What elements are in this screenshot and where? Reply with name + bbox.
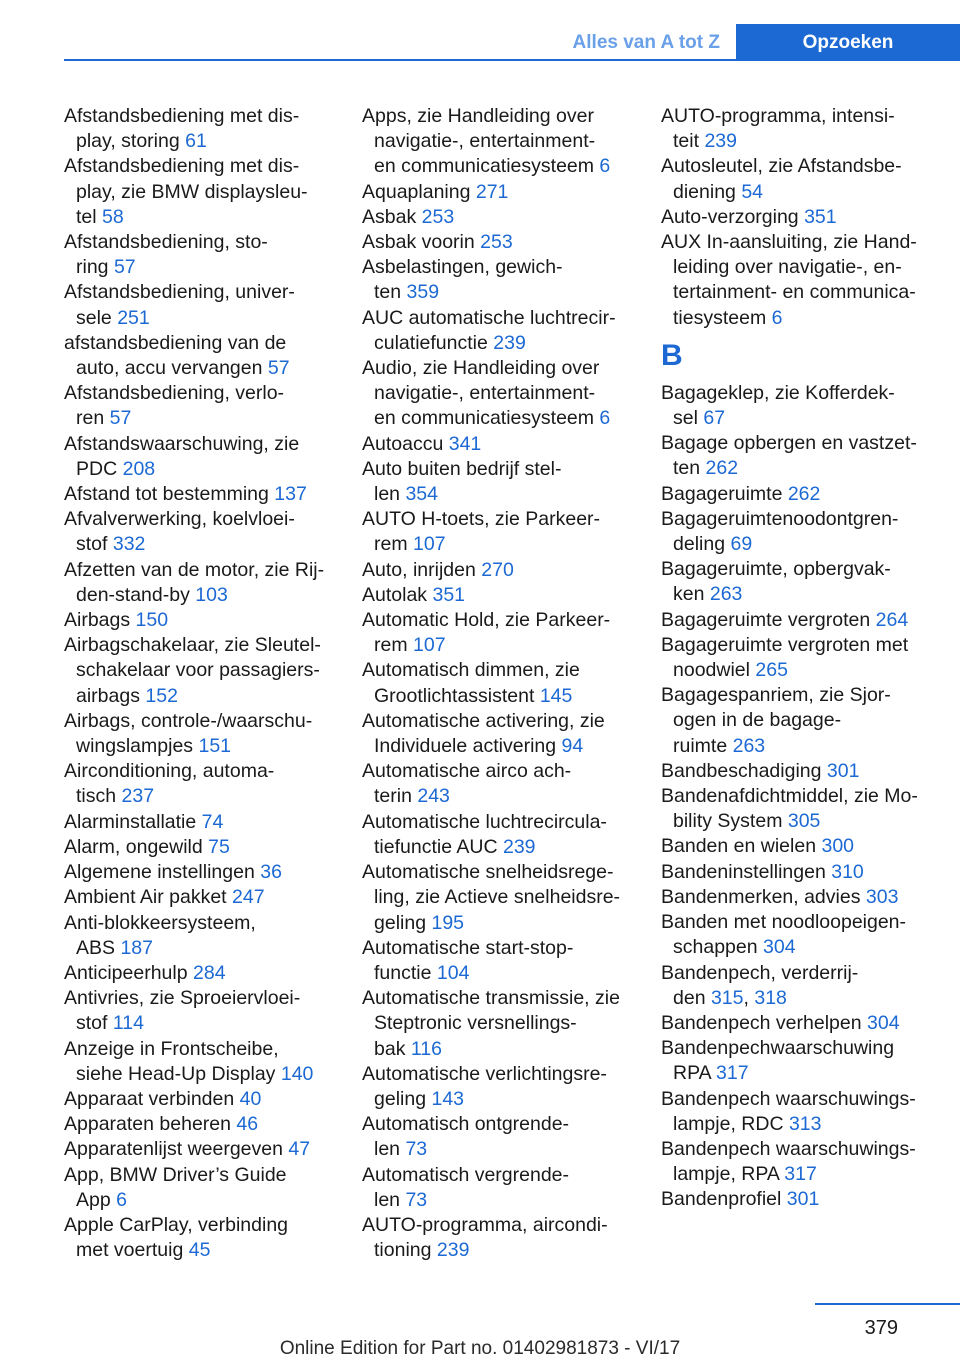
page-reference-link[interactable]: 303 (865, 885, 899, 908)
index-entry-text: Afstandsbediening met dis- (64, 105, 300, 127)
page-reference-link[interactable]: 6 (599, 155, 611, 178)
index-entry (64, 835, 334, 860)
index-entry (64, 154, 334, 230)
page-reference-link[interactable]: 152 (145, 684, 178, 707)
index-entry-text: Bagageklep, zie Kofferdek- (661, 381, 895, 404)
index-entry-text: tertainment- en communica- (673, 281, 916, 304)
index-entry-text: ABS (76, 936, 121, 959)
index-entry (661, 633, 931, 683)
page-reference-link[interactable]: 45 (188, 1239, 211, 1262)
index-entry (64, 911, 334, 961)
index-entry (362, 230, 632, 255)
index-entry-text: Apple CarPlay, verbinding (64, 1213, 289, 1236)
index-entry (362, 306, 632, 356)
index-entry (661, 834, 931, 859)
index-entry (64, 1087, 334, 1112)
page-reference-link[interactable]: 304 (763, 936, 796, 959)
index-entry (64, 1037, 334, 1087)
index-entry-text: Bandenpech waarschuwings- (661, 1087, 916, 1110)
index-entry (64, 709, 334, 759)
index-entry (661, 608, 931, 633)
page-reference-link[interactable]: 116 (410, 1037, 442, 1060)
index-entry (362, 1213, 632, 1263)
page-reference-link[interactable]: 6 (116, 1188, 127, 1211)
index-entry-text: Alarm, ongewild (64, 835, 209, 858)
page-reference-link[interactable]: 359 (406, 281, 440, 304)
index-entry-text: Autosleutel, zie Afstandsbe- (661, 155, 902, 178)
page-reference-link[interactable]: 301 (786, 1188, 820, 1211)
index-entry-text: Automatische luchtrecircula- (362, 810, 607, 833)
index-entry-text: Autolak (362, 583, 433, 606)
index-entry-text: siehe Head-Up Display (76, 1062, 281, 1085)
index-entry-text: ogen in de bagage- (673, 709, 842, 732)
page-reference-link[interactable]: 151 (198, 735, 232, 758)
page-reference-link[interactable]: 187 (120, 936, 153, 959)
index-entry-text: AUC automatische luchtrecir- (362, 306, 616, 329)
index-entry-text: Bagageruimte vergroten met (661, 633, 909, 656)
index-entry (362, 608, 632, 658)
page-reference-link[interactable]: 6 (599, 407, 611, 430)
index-entry-text: Bagagespanriem, zie Sjor- (661, 684, 891, 707)
index-entry-text: play, storing (76, 130, 186, 153)
index-entry-text: len (374, 483, 406, 506)
index-entry-text: tiesysteem (673, 306, 772, 329)
index-entry-text: Afstandswaarschuwing, zie (64, 432, 300, 455)
page-reference-link[interactable]: 69 (730, 533, 753, 556)
index-entry-text: App, BMW Driver’s Guide (64, 1163, 287, 1186)
page-reference-link[interactable]: 270 (481, 558, 514, 581)
page-reference-link[interactable]: 195 (431, 911, 465, 934)
index-entry-text: geling (374, 911, 432, 934)
index-entry-text: RPA (673, 1062, 716, 1085)
index-entry (362, 432, 632, 457)
index-entry-text: Asbak (362, 205, 422, 228)
page-reference-link[interactable]: 94 (561, 735, 584, 758)
index-entry-text: AUTO H-toets, zie Parkeer- (362, 508, 601, 531)
index-entry-text: stof (76, 1012, 113, 1035)
index-column-2 (362, 104, 632, 1263)
index-entry-text: AUTO-programma, aircondi- (362, 1213, 608, 1236)
index-entry (661, 784, 931, 834)
index-entry-text: Bagageruimte vergroten (661, 608, 876, 631)
index-entry (64, 432, 334, 482)
page-reference-link[interactable]: 150 (135, 609, 169, 632)
index-entry-text: den (673, 986, 711, 1009)
page-reference-link[interactable]: 247 (232, 886, 265, 909)
index-entry-text: len (374, 1188, 406, 1211)
index-entry-text: Ambient Air pakket (64, 886, 232, 909)
index-entry-text: ring (76, 256, 114, 279)
header-rule (64, 59, 960, 61)
index-entry-text: Grootlichtassistent (374, 684, 540, 707)
index-entry (64, 608, 334, 633)
index-entry-text: ken (673, 583, 710, 606)
index-entry (362, 1163, 632, 1213)
index-entry (661, 961, 931, 1011)
edition-note: Online Edition for Part no. 01402981873 - VI/17 (279, 1338, 681, 1359)
index-entry-text: stof (76, 533, 113, 556)
index-entry (661, 1087, 931, 1137)
index-entry-text: Afstand tot bestemming (64, 483, 275, 506)
index-entry (64, 104, 334, 154)
index-entry-text: Auto-verzorging (661, 205, 805, 228)
index-entry-text: Audio, zie Handleiding over (362, 357, 600, 380)
index-entry-text: sel (673, 407, 704, 430)
index-entry-text: airbags (76, 684, 146, 707)
index-entry (64, 810, 334, 835)
index-entry-text: Anti-blokkeersysteem, (64, 911, 256, 934)
index-entry-text: play, zie BMW displaysleu- (76, 180, 308, 203)
index-entry (64, 759, 334, 809)
ref-separator: , (743, 986, 755, 1009)
index-entry (661, 431, 931, 481)
index-entry (64, 280, 334, 330)
page-reference-link[interactable]: 6 (771, 306, 783, 329)
index-entry (661, 205, 931, 230)
index-entry (362, 507, 632, 557)
page-reference-link[interactable]: 107 (413, 634, 446, 657)
page-reference-link[interactable]: 262 (705, 457, 739, 480)
page-reference-link[interactable]: 73 (405, 1138, 428, 1161)
index-entry-text: Automatische airco ach- (362, 760, 572, 783)
page-reference-link[interactable]: 317 (784, 1163, 817, 1186)
page-reference-link[interactable]: 304 (867, 1011, 900, 1034)
index-entry-text: Autoaccu (362, 432, 449, 455)
page-reference-link[interactable]: 103 (195, 583, 228, 606)
index-column-1 (64, 104, 334, 1263)
index-entry-text: App (76, 1188, 117, 1211)
index-entry-text: tioning (374, 1239, 437, 1262)
index-entry-text: Banden met noodloopeigen- (661, 911, 907, 934)
index-entry (661, 1137, 931, 1187)
index-entry-text: Anticipeerhulp (64, 961, 193, 984)
index-entry-text: Bandbeschadiging (661, 759, 827, 782)
page-reference-link[interactable]: 265 (755, 659, 788, 682)
page-reference-link[interactable]: 54 (741, 180, 764, 203)
index-entry-text: leiding over navigatie-, en- (673, 256, 902, 279)
page-reference-link[interactable]: 354 (405, 483, 438, 506)
page-reference-link[interactable]: 57 (267, 357, 290, 380)
index-entry-text: Individuele activering (374, 735, 562, 758)
index-entry-text: rem (374, 533, 413, 556)
index-entry-text: Steptronic versnellings- (374, 1012, 577, 1035)
index-entry-text: ruimte (673, 734, 733, 757)
page-reference-link[interactable]: 263 (732, 734, 766, 757)
index-entry-text: len (374, 1138, 406, 1161)
index-entry-text: Airbags (64, 609, 136, 632)
page-number: 379 (864, 1317, 898, 1339)
index-entry (362, 658, 632, 708)
index-entry-text: Bandenmerken, advies (661, 885, 866, 908)
page-reference-link[interactable]: 75 (208, 835, 230, 858)
index-entry (661, 557, 931, 607)
page-reference-link[interactable]: 332 (112, 533, 146, 556)
page-reference-link[interactable]: 208 (122, 457, 156, 480)
index-entry-text: Automatische snelheidsrege- (362, 861, 614, 884)
index-entry (64, 885, 334, 910)
index-entry-text: tiefunctie AUC (374, 835, 503, 858)
page-reference-link[interactable]: 263 (709, 583, 743, 606)
page-reference-link[interactable]: 107 (413, 533, 446, 556)
index-entry-text: Apparaten beheren (64, 1113, 237, 1136)
index-entry-text: Bandenafdichtmiddel, zie Mo- (661, 785, 918, 808)
page-reference-link[interactable]: 239 (436, 1239, 470, 1262)
index-entry-text: teit (673, 130, 705, 153)
index-entry-text: Afstandsbediening, univer- (64, 281, 295, 304)
index-entry-text: Automatische start-stop- (362, 936, 574, 959)
index-entry-text: en communicatiesysteem (374, 155, 600, 178)
index-entry (362, 709, 632, 759)
page-header (64, 24, 960, 61)
index-entry-text: ten (374, 281, 407, 304)
index-entry-text: Bandenpech verhelpen (661, 1011, 867, 1034)
page-reference-link[interactable]: 253 (421, 205, 455, 228)
index-entry-text: en communicatiesysteem (374, 407, 600, 430)
index-entry (661, 104, 931, 154)
index-entry-text: Apparaat verbinden (64, 1087, 240, 1110)
index-entry (362, 457, 632, 507)
page-reference-link[interactable]: 239 (502, 835, 536, 858)
index-entry (64, 1137, 334, 1162)
page-reference-link[interactable]: 301 (826, 759, 860, 782)
index-entry (661, 683, 931, 759)
index-entry-text: Apps, zie Handleiding over (362, 105, 594, 127)
index-entry-text: Bagageruimte, opbergvak- (661, 558, 891, 581)
page-reference-link[interactable]: 137 (274, 483, 307, 506)
index-entry-text: Bandenpech waarschuwings- (661, 1137, 916, 1160)
index-entry-text: Airbagschakelaar, zie Sleutel- (64, 634, 321, 657)
page-reference-link[interactable]: 243 (417, 785, 450, 808)
index-entry (661, 759, 931, 784)
index-entry-text: Airbags, controle-/waarschu- (64, 709, 313, 732)
page-reference-link[interactable]: 315 (710, 986, 744, 1009)
footer-rule (815, 1303, 960, 1305)
index-entry-text: Afzetten van de motor, zie Rij- (64, 558, 325, 581)
page-reference-link[interactable]: 300 (821, 835, 855, 858)
page-reference-link[interactable]: 237 (121, 785, 155, 808)
index-entry-text: diening (673, 180, 742, 203)
index-entry (64, 860, 334, 885)
index-entry-text: Asbak voorin (362, 231, 481, 254)
index-entry-text: Alarminstallatie (64, 810, 202, 833)
index-entry (362, 255, 632, 305)
index-entry (661, 381, 931, 431)
index-entry (661, 885, 931, 910)
index-entry-text: Bagageruimte (661, 482, 788, 505)
index-entry-text: sele (76, 306, 118, 329)
index-entry (661, 507, 931, 557)
page-reference-link[interactable]: 40 (239, 1087, 262, 1110)
index-entry (362, 558, 632, 583)
index-entry-text: geling (374, 1087, 432, 1110)
index-entry (64, 961, 334, 986)
index-entry-text: Automatische verlichtingsre- (362, 1062, 607, 1085)
page-reference-link[interactable]: 145 (539, 684, 573, 707)
index-entry-text: terin (374, 785, 418, 808)
page-reference-link[interactable]: 351 (804, 205, 837, 228)
index-entry-text: ling, zie Actieve snelheidsre- (374, 886, 621, 909)
index-entry-text: functie (374, 961, 437, 984)
index-entry-text: Afstandsbediening, verlo- (64, 382, 285, 405)
index-entry (362, 1062, 632, 1112)
page-reference-link[interactable]: 67 (703, 407, 726, 430)
index-entry (362, 759, 632, 809)
index-entry-text: navigatie-, entertainment- (374, 382, 596, 405)
index-entry (661, 1011, 931, 1036)
index-entry-text: Auto, inrijden (362, 558, 482, 581)
index-entry-text: Anzeige in Frontscheibe, (64, 1037, 279, 1060)
index-entry (362, 104, 632, 180)
index-entry (64, 558, 334, 608)
page-reference-link[interactable]: 262 (787, 482, 821, 505)
page-reference-link[interactable]: 47 (288, 1138, 311, 1161)
index-entry-text: Automatisch vergrende- (362, 1163, 570, 1186)
page-reference-link[interactable]: 239 (493, 331, 526, 354)
page-reference-link[interactable]: 57 (113, 256, 136, 279)
index-entry (661, 154, 931, 204)
index-entry-text: Algemene instellingen (64, 861, 261, 884)
index-entry (362, 1112, 632, 1162)
index-entry-text: wingslampjes (76, 735, 199, 758)
index-entry-text: culatiefunctie (374, 331, 494, 354)
index-entry-text: lampje, RDC (673, 1112, 789, 1135)
page-reference-link[interactable]: 271 (475, 180, 509, 203)
index-entry-text: auto, accu vervangen (76, 357, 268, 380)
index-entry (64, 381, 334, 431)
index-entry-text: Asbelastingen, gewich- (362, 256, 563, 279)
page-reference-link[interactable]: 310 (831, 860, 864, 883)
section-tab[interactable]: Alles van A tot Z (572, 32, 720, 53)
index-entry-text: Afstandsbediening met dis- (64, 155, 300, 178)
page-reference-link[interactable]: 104 (436, 961, 470, 984)
index-entry (362, 860, 632, 936)
page-reference-link[interactable]: 58 (102, 205, 124, 228)
page-reference-link[interactable]: 143 (431, 1087, 465, 1110)
page-reference-link[interactable]: 313 (788, 1112, 822, 1135)
index-entry (661, 482, 931, 507)
index-entry-text: Aquaplaning (362, 180, 476, 203)
page-reference-link[interactable]: 264 (875, 608, 909, 631)
index-letter-heading: B (661, 338, 683, 372)
index-entry-text: Afvalverwerking, koelvloei- (64, 508, 295, 531)
index-entry-text: lampje, RPA (673, 1163, 785, 1186)
page-reference-link[interactable]: 341 (448, 432, 482, 455)
index-column-3 (661, 104, 931, 1213)
index-entry-text: Bandenpechwaarschuwing (661, 1037, 895, 1060)
index-entry-text: navigatie-, entertainment- (374, 130, 596, 153)
index-entry-text: deling (673, 533, 731, 556)
page-reference-link[interactable]: 239 (704, 130, 737, 153)
index-entry-text: schakelaar voor passagiers- (76, 659, 320, 682)
page-reference-link[interactable]: 253 (480, 231, 513, 254)
index-entry-text: rem (374, 634, 413, 657)
index-entry-text: Automatisch dimmen, zie (362, 659, 580, 682)
index-entry-text: Automatische activering, zie (362, 709, 605, 732)
index-entry (64, 230, 334, 280)
index-entry-text: AUTO-programma, intensi- (661, 105, 895, 127)
page-reference-link[interactable]: 251 (117, 306, 150, 329)
page-reference-link[interactable]: 351 (432, 583, 466, 606)
index-entry-text: Automatische transmissie, zie (362, 987, 620, 1010)
index-entry (64, 986, 334, 1036)
page-reference-link[interactable]: 57 (109, 407, 132, 430)
index-entry (661, 1036, 931, 1086)
index-entry-text: Bandeninstellingen (661, 860, 832, 883)
index-entry (362, 205, 632, 230)
page-reference-link[interactable]: 284 (193, 961, 226, 984)
page-reference-link[interactable]: 140 (280, 1062, 314, 1085)
index-entry (64, 1213, 334, 1263)
index-entry-text: afstandsbediening van de (64, 331, 287, 354)
index-entry (64, 507, 334, 557)
index-entry (362, 810, 632, 860)
index-entry (661, 230, 931, 331)
page-reference-link[interactable]: 46 (236, 1113, 259, 1136)
index-entry-text: Bandenpech, verderrij- (661, 961, 859, 984)
index-entry-text: noodwiel (673, 659, 756, 682)
index-entry-text: PDC (76, 457, 123, 480)
page-reference-link[interactable]: 73 (405, 1188, 428, 1211)
index-entry-text: Afstandsbediening, sto- (64, 231, 268, 254)
index-entry-text: Bandenprofiel (661, 1188, 787, 1211)
page-reference-link[interactable]: 305 (787, 810, 821, 833)
index-entry (362, 936, 632, 986)
index-entry (64, 633, 334, 709)
index-entry-text: ren (76, 407, 110, 430)
index-entry-text: Auto buiten bedrijf stel- (362, 457, 562, 480)
index-entry-text: bak (374, 1037, 411, 1060)
page-reference-link[interactable]: 74 (201, 810, 224, 833)
page-reference-link[interactable]: 318 (754, 986, 787, 1009)
index-entry-text: Airconditioning, automa- (64, 760, 275, 783)
index-entry-text: Automatisch ontgrende- (362, 1113, 570, 1136)
index-entry (64, 482, 334, 507)
index-entry (661, 860, 931, 885)
chapter-tab[interactable]: Opzoeken (736, 24, 960, 61)
index-entry (661, 1187, 931, 1212)
index-entry-text: met voertuig (76, 1239, 189, 1262)
index-entry-text: AUX In-aansluiting, zie Hand- (661, 231, 917, 254)
index-entry-text: Antivries, zie Sproeiervloei- (64, 987, 301, 1010)
index-entry (64, 331, 334, 381)
index-entry (362, 180, 632, 205)
index-entry-text: den-stand-by (76, 583, 196, 606)
index-entry-text: tisch (76, 785, 122, 808)
index-entry (362, 356, 632, 432)
index-entry-text: bility System (673, 810, 788, 833)
index-entry-text: Banden en wielen (661, 835, 822, 858)
index-entry (661, 910, 931, 960)
index-entry (362, 986, 632, 1062)
index-entry-text: tel (76, 205, 103, 228)
index-entry (64, 1112, 334, 1137)
index-entry-text: Apparatenlijst weergeven (64, 1138, 289, 1161)
page-reference-link[interactable]: 36 (260, 861, 282, 884)
page-reference-link[interactable]: 61 (185, 130, 207, 153)
page-reference-link[interactable]: 317 (716, 1062, 749, 1085)
index-entry (362, 583, 632, 608)
index-entry-text: ten (673, 457, 706, 480)
index-entry-text: Bagageruimtenoodontgren- (661, 507, 899, 530)
page-reference-link[interactable]: 114 (112, 1012, 144, 1035)
index-entry-text: schappen (673, 936, 763, 959)
index-entry-text: Automatic Hold, zie Parkeer- (362, 609, 611, 632)
index-entry (64, 1163, 334, 1213)
index-entry-text: Bagage opbergen en vastzet- (661, 432, 917, 455)
